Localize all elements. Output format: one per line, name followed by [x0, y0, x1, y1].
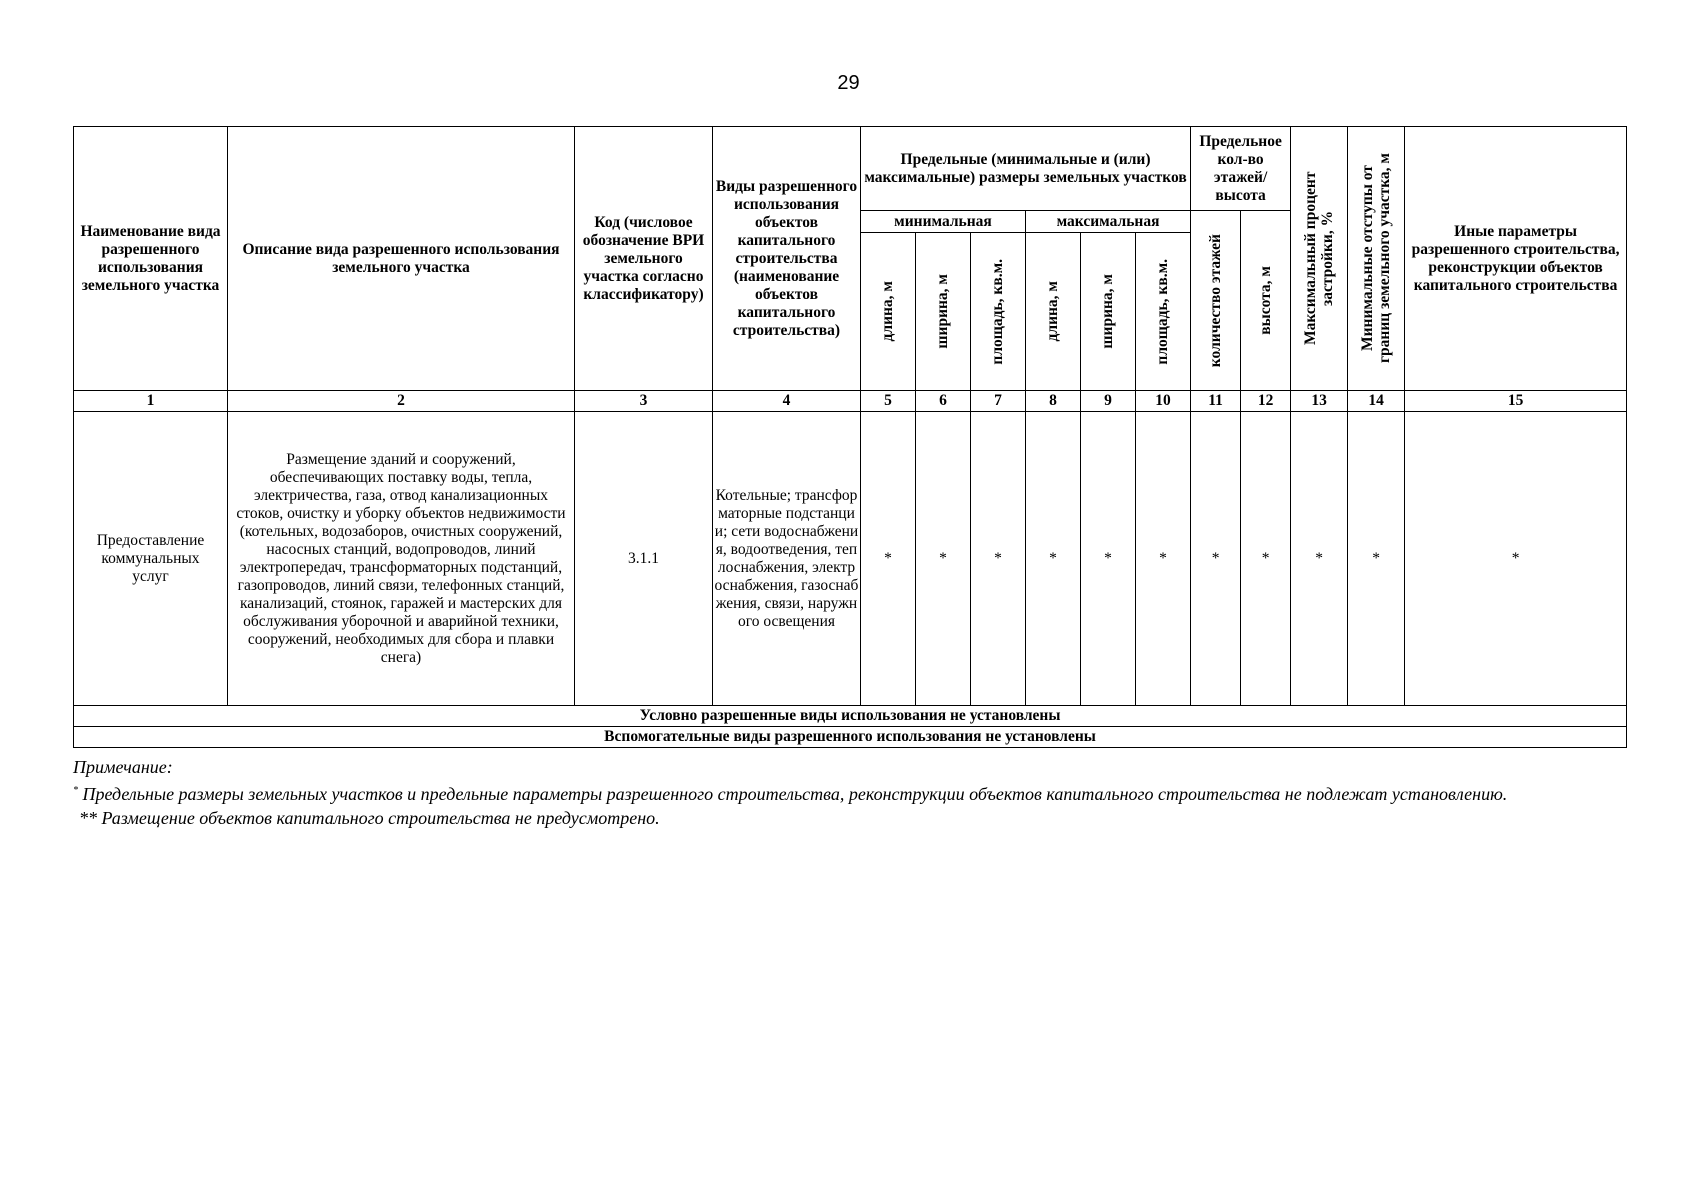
header-min-width: ширина, м — [916, 233, 971, 391]
max-length-value: * — [1026, 412, 1081, 706]
header-max-width: ширина, м — [1081, 233, 1136, 391]
page-number: 29 — [837, 72, 860, 94]
header-floors-group: Предельное кол-во этажей/ высота — [1191, 127, 1291, 211]
max-percent-value: * — [1291, 412, 1348, 706]
other-params-value: * — [1405, 412, 1627, 706]
min-length-value: * — [861, 412, 916, 706]
min-width-value: * — [916, 412, 971, 706]
row-description: Размещение зданий и сооружений, обеспечивающих поставку воды, тепла, электричества, газа, отвод канализационных стоков, очистку и уборку объектов недвижимости (котельных, водозаборов, очистных сооружений, насосных станций, водопроводов, линий электропередач, трансформаторных подстанций, газопроводов, линий связи, телефонных станций, канализаций, стоянок, гаражей и мастерских для обслуживания уборочной и аварийной техники, сооружений, необходимых для сбора и плавки снега) — [228, 412, 575, 706]
header-maximal: максимальная — [1026, 211, 1191, 233]
header-objects: Виды разрешенного использования объектов капитального строительства (наименование объектов капитального строительства) — [713, 127, 861, 391]
row-code: 3.1.1 — [575, 412, 713, 706]
column-numbers-row: 1 2 3 4 5 6 7 8 9 10 11 12 13 14 15 — [74, 391, 1627, 412]
notes-title: Примечание: — [73, 757, 173, 777]
auxiliary-uses-row: Вспомогательные виды разрешенного использования не установлены — [74, 727, 1627, 748]
header-code: Код (числовое обозначение ВРИ земельного участка согласно классификатору) — [575, 127, 713, 391]
max-area-value: * — [1136, 412, 1191, 706]
header-description: Описание вида разрешенного использования земельного участка — [228, 127, 575, 391]
header-height: высота, м — [1241, 211, 1291, 391]
min-area-value: * — [971, 412, 1026, 706]
header-min-length: длина, м — [861, 233, 916, 391]
header-max-length: длина, м — [1026, 233, 1081, 391]
height-value: * — [1241, 412, 1291, 706]
table-row — [74, 412, 1627, 706]
header-floor-count: количество этажей — [1191, 211, 1241, 391]
header-min-area: площадь, кв.м. — [971, 233, 1026, 391]
conditional-uses-row: Условно разрешенные виды использования не установлены — [74, 706, 1627, 727]
header-max-area: площадь, кв.м. — [1136, 233, 1191, 391]
max-width-value: * — [1081, 412, 1136, 706]
header-name: Наименование вида разрешенного использования земельного участка — [74, 127, 228, 391]
note-1: * Предельные размеры земельных участков и предельные параметры разрешенного строительства, реконструкции объектов капитального строительства не подлежат установлению. — [73, 784, 1508, 804]
row-objects: Котельные; трансформаторные подстанции; сети водоснабжения, водоотведения, теплоснабжения, электроснабжения, газоснабжения, связи, наружного освещения — [713, 412, 861, 706]
header-min-setback: Минимальные отступы от границ земельного участка, м — [1348, 127, 1405, 391]
row-name: Предоставление коммунальных услуг — [74, 412, 228, 706]
land-use-table — [73, 126, 1627, 748]
header-sizes-group: Предельные (минимальные и (или) максимальные) размеры земельных участков — [861, 127, 1191, 211]
header-max-percent: Максимальный процент застройки, % — [1291, 127, 1348, 391]
header-minimal: минимальная — [861, 211, 1026, 233]
min-setback-value: * — [1348, 412, 1405, 706]
note-2: ** Размещение объектов капитального строительства не предусмотрено. — [79, 808, 660, 828]
floor-count-value: * — [1191, 412, 1241, 706]
notes — [73, 755, 1626, 830]
header-other-params: Иные параметры разрешенного строительства, реконструкции объектов капитального строительства — [1405, 127, 1627, 391]
